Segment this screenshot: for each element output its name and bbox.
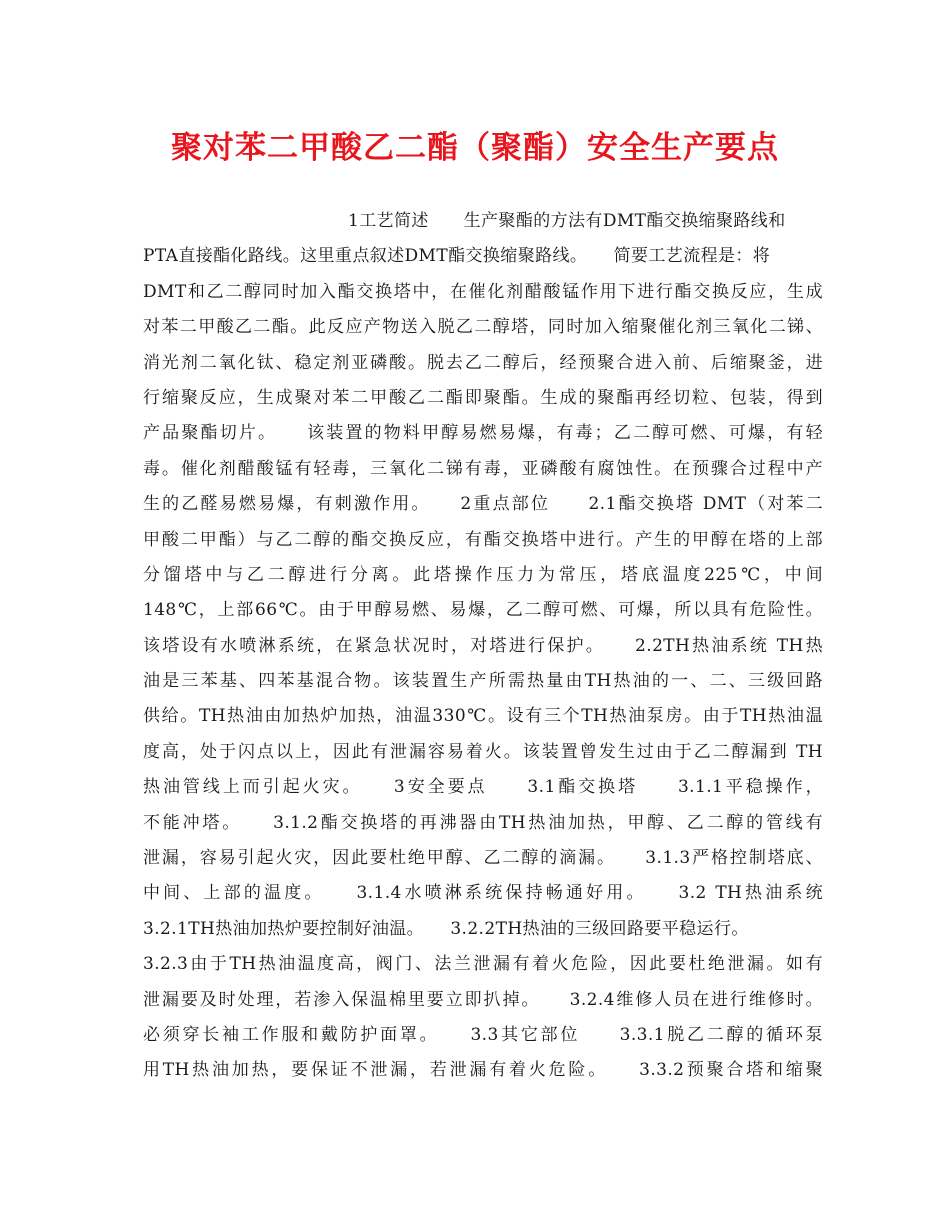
body-line: 3.2.3由于TH热油温度高，阀门、法兰泄漏有着火危险，因此要杜绝泄漏。如有	[143, 954, 823, 975]
body-line: 泄漏，容易引起火灾，因此要杜绝甲醇、乙二醇的滴漏。 3.1.3严格控制塔底、	[143, 848, 823, 869]
body-line: 不能冲塔。 3.1.2酯交换塔的再沸器由TH热油加热，甲醇、乙二醇的管线有	[143, 812, 823, 833]
body-line: 中间、上部的温度。 3.1.4水喷淋系统保持畅通好用。 3.2 TH热油系统	[143, 883, 823, 904]
body-line: 分馏塔中与乙二醇进行分离。此塔操作压力为常压，塔底温度225℃，中间	[143, 564, 823, 585]
body-line: 热油管线上而引起火灾。 3安全要点 3.1酯交换塔 3.1.1平稳操作，	[143, 777, 823, 798]
body-line: DMT和乙二醇同时加入酯交换塔中，在催化剂醋酸锰作用下进行酯交换反应，生成	[143, 281, 823, 302]
document-title: 聚对苯二甲酸乙二酯（聚酯）安全生产要点	[171, 130, 779, 166]
body-line: 该塔设有水喷淋系统，在紧急状况时，对塔进行保护。 2.2TH热油系统 TH热	[143, 635, 823, 656]
body-line: 1工艺简述 生产聚酯的方法有DMT酯交换缩聚路线和	[348, 211, 786, 231]
body-line: 对苯二甲酸乙二酯。此反应产物送入脱乙二醇塔，同时加入缩聚催化剂三氧化二锑、	[143, 317, 823, 338]
body-line: 3.2.1TH热油加热炉要控制好油温。 3.2.2TH热油的三级回路要平稳运行。	[143, 918, 749, 939]
body-line: 泄漏要及时处理，若渗入保温棉里要立即扒掉。 3.2.4维修人员在进行维修时。	[143, 989, 823, 1010]
body-line: 必须穿长袖工作服和戴防护面罩。 3.3其它部位 3.3.1脱乙二醇的循环泵	[143, 1024, 823, 1045]
body-line: PTA直接酯化路线。这里重点叙述DMT酯交换缩聚路线。 简要工艺流程是：将	[143, 246, 771, 267]
body-line: 度高，处于闪点以上，因此有泄漏容易着火。该装置曾发生过由于乙二醇漏到 TH	[143, 741, 823, 762]
body-line: 消光剂二氧化钛、稳定剂亚磷酸。脱去乙二醇后，经预聚合进入前、后缩聚釜，进	[143, 352, 823, 373]
body-line: 供给。TH热油由加热炉加热，油温330℃。设有三个TH热油泵房。由于TH热油温	[143, 706, 823, 727]
body-line: 甲酸二甲酯）与乙二醇的酯交换反应，有酯交换塔中进行。产生的甲醇在塔的上部	[143, 529, 823, 550]
document-body	[143, 204, 823, 1089]
body-line: 生的乙醛易燃易爆，有刺激作用。 2重点部位 2.1酯交换塔 DMT（对苯二	[143, 494, 823, 515]
body-line: 毒。催化剂醋酸锰有轻毒，三氧化二锑有毒，亚磷酸有腐蚀性。在预骤合过程中产	[143, 458, 823, 479]
body-line: 148℃，上部66℃。由于甲醇易燃、易爆，乙二醇可燃、可爆，所以具有危险性。	[143, 600, 823, 621]
body-line: 用TH热油加热，要保证不泄漏，若泄漏有着火危险。 3.3.2预聚合塔和缩聚	[143, 1060, 823, 1081]
body-line: 油是三苯基、四苯基混合物。该装置生产所需热量由TH热油的一、二、三级回路	[143, 671, 823, 692]
body-line: 产品聚酯切片。 该装置的物料甲醇易燃易爆，有毒；乙二醇可燃、可爆，有轻	[143, 423, 823, 444]
body-line: 行缩聚反应，生成聚对苯二甲酸乙二酯即聚酯。生成的聚酯再经切粒、包装，得到	[143, 387, 823, 408]
